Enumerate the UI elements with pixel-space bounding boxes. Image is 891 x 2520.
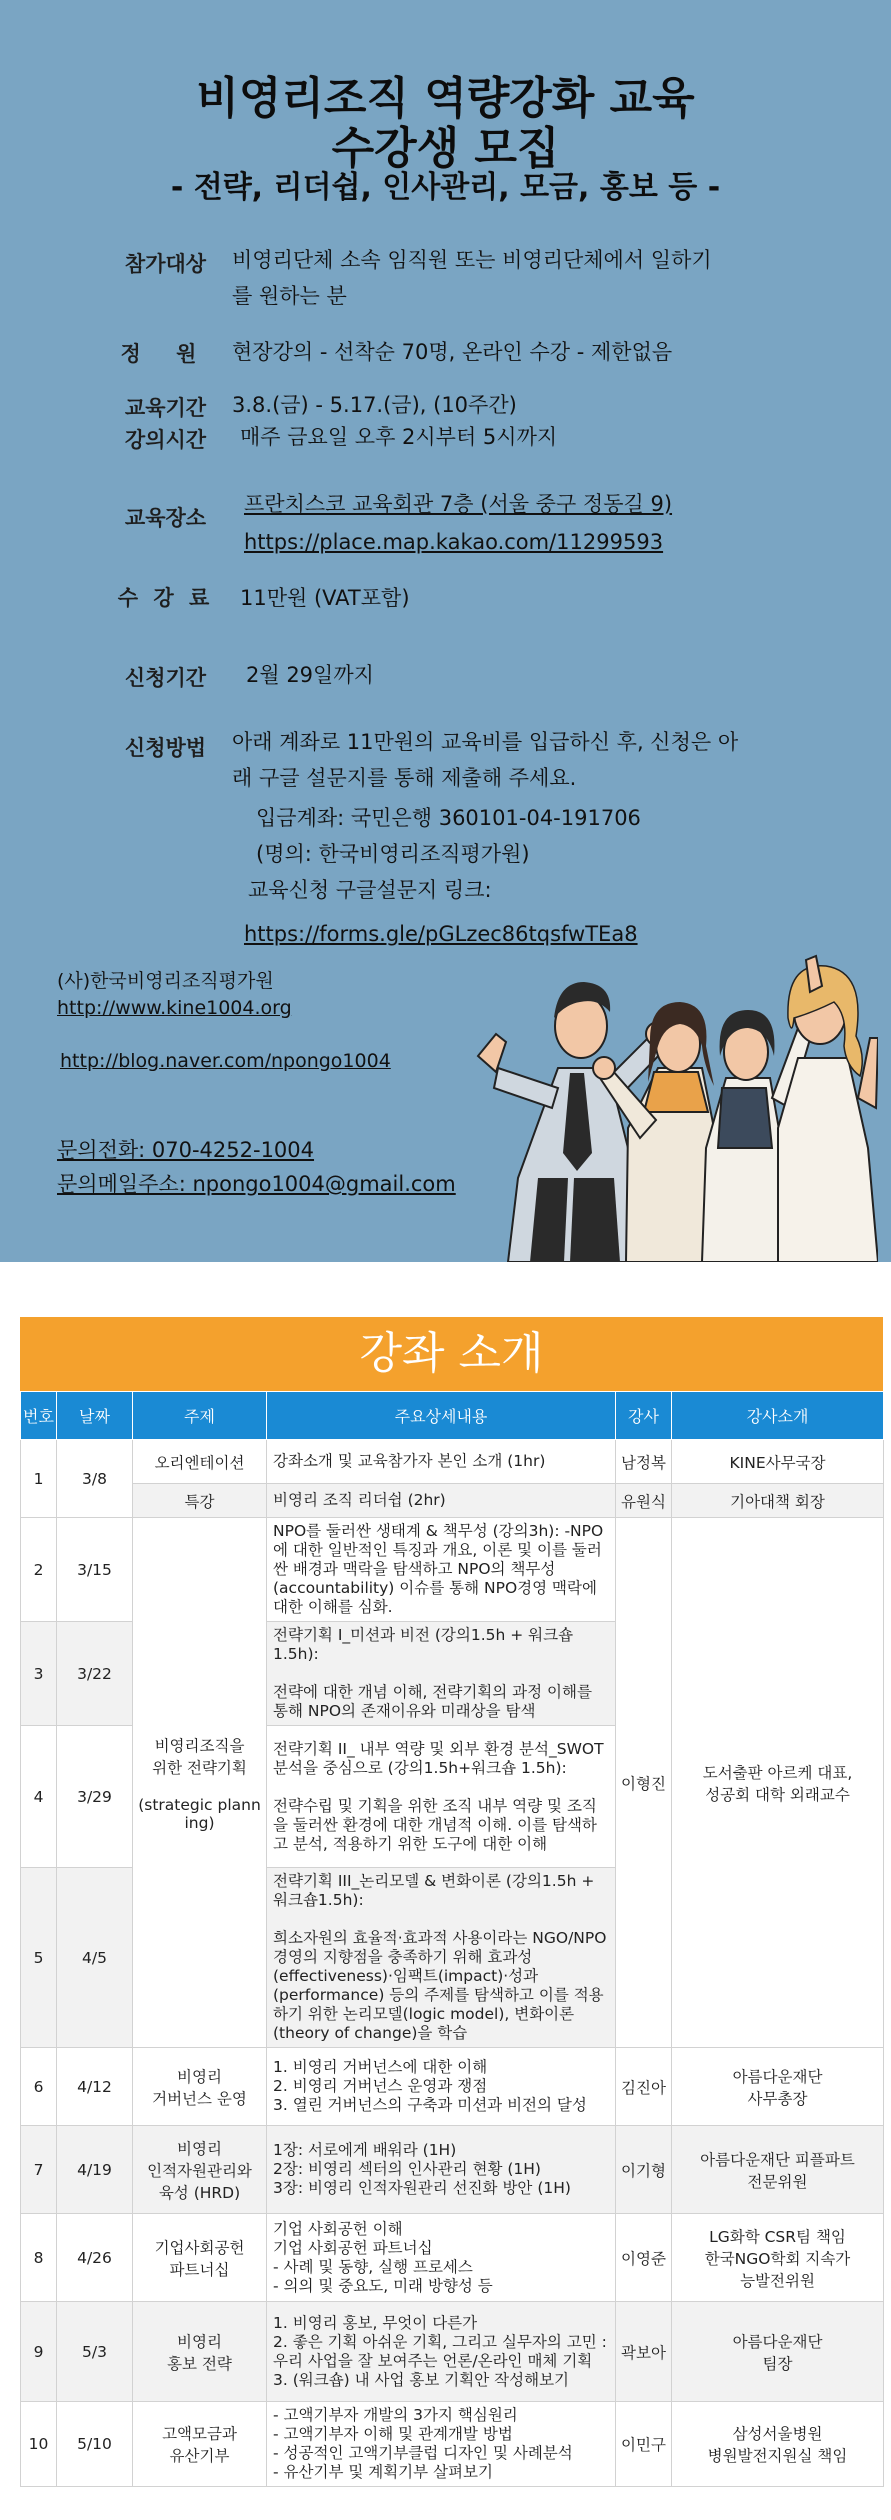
table-row — [21, 2214, 884, 2302]
col-header-date: 날짜 — [57, 1392, 133, 1440]
cell-detail: 강좌소개 및 교육참가자 본인 소개 (1hr) — [267, 1440, 616, 1484]
capacity-value: 현장강의 - 선착순 70명, 온라인 수강 - 제한없음 — [232, 340, 673, 364]
cell-topic: 특강 — [133, 1484, 267, 1518]
cell-no: 2 — [21, 1518, 57, 1622]
table-header-row — [21, 1392, 884, 1440]
poster-title-line2: 수강생 모집 — [331, 123, 560, 174]
time-label: 강의시간 — [124, 428, 207, 452]
cell-date: 5/3 — [57, 2302, 133, 2402]
cell-no: 4 — [21, 1726, 57, 1868]
venue-label: 교육장소 — [124, 506, 207, 530]
cell-topic: 고액모금과 유산기부 — [133, 2402, 267, 2487]
people-illustration — [458, 948, 878, 1262]
period-label: 교육기간 — [124, 396, 207, 420]
col-header-no: 번호 — [21, 1392, 57, 1440]
cell-date: 3/15 — [57, 1518, 133, 1622]
col-header-bio: 강사소개 — [672, 1392, 884, 1440]
cell-no: 10 — [21, 2402, 57, 2487]
cell-date: 4/19 — [57, 2126, 133, 2214]
cell-detail: 1장: 서로에게 배워라 (1H) 2장: 비영리 섹터의 인사관리 현황 (1H) 3장: 비영리 인적자원관리 선진화 방안 (1H) — [267, 2126, 616, 2214]
cell-bio: 삼성서울병원 병원발전지원실 책임 — [672, 2402, 884, 2487]
course-heading: 강좌 소개 — [20, 1317, 883, 1391]
cell-date: 4/5 — [57, 1868, 133, 2048]
table-row — [21, 1518, 884, 1622]
cell-topic: 기업사회공헌 파트너십 — [133, 2214, 267, 2302]
cell-topic: 비영리조직을 위한 전략기획 (strategic plann ing) — [133, 1518, 267, 2048]
period-value: 3.8.(금) - 5.17.(금), (10주간) — [232, 393, 517, 417]
cell-lecturer: 남정복 — [616, 1440, 672, 1484]
cell-lecturer: 이형진 — [616, 1518, 672, 2048]
org-blog-link[interactable]: http://blog.naver.com/npongo1004 — [60, 1050, 391, 1072]
capacity-label: 정 원 — [120, 342, 211, 366]
table-row — [21, 2126, 884, 2214]
cell-detail: NPO를 둘러싼 생태계 & 책무성 (강의3h): -NPO에 대한 일반적인 특징과 개요, 이론 및 이를 둘러싼 배경과 맥락을 탐색하고 NPO의 책무성(accountability) 이슈를 통해 NPO경영 맥락에 대한 이해를 심화. — [267, 1518, 616, 1622]
cell-lecturer: 이기형 — [616, 2126, 672, 2214]
cell-lecturer: 이민구 — [616, 2402, 672, 2487]
cell-detail: - 고액기부자 개발의 3가지 핵심원리 - 고액기부자 이해 및 관계개발 방법 - 성공적인 고액기부클럽 디자인 및 사례분석 - 유산기부 및 계획기부 살펴보기 — [267, 2402, 616, 2487]
time-value: 매주 금요일 오후 2시부터 5시까지 — [240, 425, 558, 449]
deadline-label: 신청기간 — [124, 666, 207, 690]
cell-detail: 비영리 조직 리더쉽 (2hr) — [267, 1484, 616, 1518]
cell-date: 4/26 — [57, 2214, 133, 2302]
cell-no: 9 — [21, 2302, 57, 2402]
contact-email[interactable]: 문의메일주소: npongo1004@gmail.com — [57, 1172, 456, 1196]
org-name: (사)한국비영리조직평가원 — [57, 970, 274, 992]
venue-value: 프란치스코 교육회관 7층 (서울 중구 정동길 9) — [244, 492, 673, 516]
cell-bio: 아름다운재단 팀장 — [672, 2302, 884, 2402]
cell-bio: 기아대책 회장 — [672, 1484, 884, 1518]
col-header-lecturer: 강사 — [616, 1392, 672, 1440]
cell-no: 3 — [21, 1622, 57, 1726]
target-label: 참가대상 — [124, 252, 207, 276]
form-label: 교육신청 구글설문지 링크: — [248, 878, 492, 902]
cell-date: 4/12 — [57, 2048, 133, 2126]
cell-lecturer: 곽보아 — [616, 2302, 672, 2402]
table-row — [21, 2302, 884, 2402]
deadline-value: 2월 29일까지 — [246, 663, 374, 687]
col-header-detail: 주요상세내용 — [267, 1392, 616, 1440]
fee-label: 수 강 료 — [117, 586, 214, 610]
cell-no: 8 — [21, 2214, 57, 2302]
cell-lecturer: 김진아 — [616, 2048, 672, 2126]
cell-date: 3/8 — [57, 1440, 133, 1518]
cell-topic: 비영리 인적자원관리와 육성 (HRD) — [133, 2126, 267, 2214]
account-holder: (명의: 한국비영리조직평가원) — [256, 842, 530, 866]
cell-bio: 도서출판 아르케 대표, 성공회 대학 외래교수 — [672, 1518, 884, 2048]
cell-detail: 기업 사회공헌 이해 기업 사회공헌 파트너십 - 사례 및 동향, 실행 프로세스 - 의의 및 중요도, 미래 방향성 등 — [267, 2214, 616, 2302]
cell-no: 1 — [21, 1440, 57, 1518]
cell-date: 5/10 — [57, 2402, 133, 2487]
cell-detail: 전략기획 II_ 내부 역량 및 외부 환경 분석_SWOT분석을 중심으로 (강의1.5h+워크숍 1.5h): 전략수립 및 기획을 위한 조직 내부 역량 및 조직을 둘러싼 환경에 대한 개념적 이해. 이를 탐색하고 분석, 적용하기 위한 도구에 대한 이해 — [267, 1726, 616, 1868]
poster-title-line1: 비영리조직 역량강화 교육 — [196, 73, 695, 124]
contact-phone: 문의전화: 070-4252-1004 — [57, 1138, 315, 1162]
target-value: 비영리단체 소속 임직원 또는 비영리단체에서 일하기 를 원하는 분 — [232, 248, 712, 308]
col-header-topic: 주제 — [133, 1392, 267, 1440]
cell-date: 3/29 — [57, 1726, 133, 1868]
course-table — [20, 1391, 884, 2487]
cell-detail: 전략기획 I_미션과 비전 (강의1.5h + 워크숍 1.5h): 전략에 대한 개념 이해, 전략기획의 과정 이해를 통해 NPO의 존재이유와 미래상을 탐색 — [267, 1622, 616, 1726]
cell-no: 5 — [21, 1868, 57, 2048]
bank-account: 입금계좌: 국민은행 360101-04-191706 — [256, 806, 641, 830]
table-row — [21, 1484, 884, 1518]
method-label: 신청방법 — [124, 736, 207, 760]
cell-no: 6 — [21, 2048, 57, 2126]
cell-topic: 비영리 홍보 전략 — [133, 2302, 267, 2402]
form-url[interactable]: https://forms.gle/pGLzec86tqsfwTEa8 — [244, 922, 638, 946]
cell-topic: 비영리 거버넌스 운영 — [133, 2048, 267, 2126]
cell-bio: 아름다운재단 사무총장 — [672, 2048, 884, 2126]
fee-value: 11만원 (VAT포함) — [240, 586, 410, 610]
cell-detail: 1. 비영리 홍보, 무엇이 다른가 2. 좋은 기획 아쉬운 기획, 그리고 실무자의 고민 : 우리 사업을 잘 보여주는 언론/온라인 매체 기획 3. (워크숍) 내 사업 홍보 기획안 작성해보기 — [267, 2302, 616, 2402]
cell-detail: 1. 비영리 거버넌스에 대한 이해 2. 비영리 거버넌스 운영과 쟁점 3. 열린 거버넌스의 구축과 미션과 비전의 달성 — [267, 2048, 616, 2126]
table-row — [21, 1440, 884, 1484]
table-row — [21, 2402, 884, 2487]
cell-date: 3/22 — [57, 1622, 133, 1726]
table-row — [21, 2048, 884, 2126]
method-value: 아래 계좌로 11만원의 교육비를 입급하신 후, 신청은 아 래 구글 설문지를 통해 제출해 주세요. — [232, 730, 739, 790]
cell-topic: 오리엔테이션 — [133, 1440, 267, 1484]
cell-lecturer: 유원식 — [616, 1484, 672, 1518]
venue-url[interactable]: https://place.map.kakao.com/11299593 — [244, 530, 664, 554]
org-site-link[interactable]: http://www.kine1004.org — [57, 997, 292, 1019]
cell-no: 7 — [21, 2126, 57, 2214]
cell-lecturer: 이영준 — [616, 2214, 672, 2302]
cell-bio: KINE사무국장 — [672, 1440, 884, 1484]
poster-subtitle: - 전략, 리더쉽, 인사관리, 모금, 홍보 등 - — [170, 170, 721, 205]
cell-detail: 전략기획 III_논리모델 & 변화이론 (강의1.5h + 워크숍1.5h): 희소자원의 효율적·효과적 사용이라는 NGO/NPO경영의 지향점을 충족하기 위해 효과성(effectiveness)·임팩트(impact)·성과(performance) 등의 주제를 탐색하고 이를 적용하기 위한 논리모델(logic model), 변화이론(theory of change)을 학습 — [267, 1868, 616, 2048]
cell-bio: 아름다운재단 피플파트 전문위원 — [672, 2126, 884, 2214]
cell-bio: LG화학 CSR팀 책임 한국NGO학회 지속가 능발전위원 — [672, 2214, 884, 2302]
person-4-icon — [778, 956, 878, 1262]
